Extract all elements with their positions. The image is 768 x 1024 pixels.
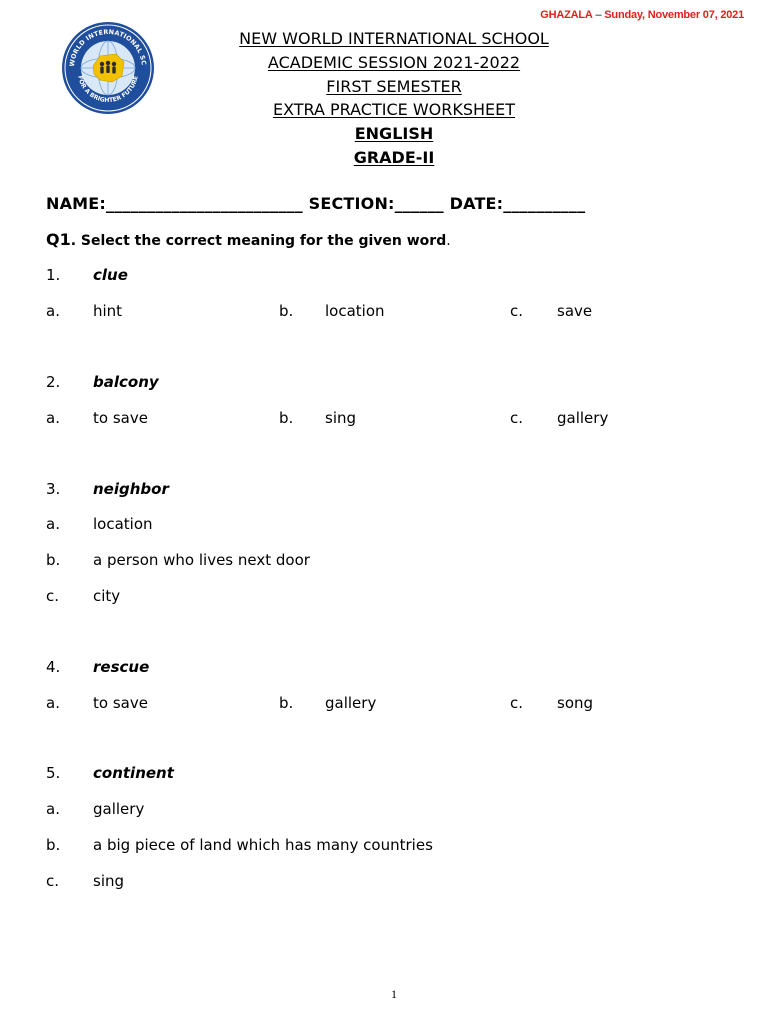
option-letter: c. <box>510 302 524 320</box>
item-word: rescue <box>93 658 150 676</box>
option-text: hint <box>93 302 123 320</box>
option-text: location <box>93 515 153 533</box>
option-letter: a. <box>46 302 60 320</box>
item-number: 1. <box>46 266 61 284</box>
item-number: 4. <box>46 658 61 676</box>
svg-text:NEW WORLD INTERNATIONAL SCHOOL: WORLD INTERNATIONAL SC <box>67 27 148 68</box>
option-text: to save <box>93 694 148 712</box>
school-name: NEW WORLD INTERNATIONAL SCHOOL <box>239 29 549 48</box>
question-end: . <box>446 233 451 249</box>
item-number: 3. <box>46 480 61 498</box>
option-text: location <box>325 302 385 320</box>
option-letter: b. <box>279 409 294 427</box>
subject: ENGLISH <box>354 124 434 143</box>
option-text: song <box>557 694 594 712</box>
stamp-dash: – <box>592 9 605 21</box>
option-letter: b. <box>279 694 294 712</box>
item-number: 2. <box>46 373 61 391</box>
option-text: a person who lives next door <box>93 551 310 569</box>
option-letter: c. <box>510 694 524 712</box>
option-text: gallery <box>93 800 145 818</box>
option-letter: c. <box>46 587 60 605</box>
semester: FIRST SEMESTER <box>326 77 462 96</box>
stamp-date: Sunday, November 07, 2021 <box>604 9 744 21</box>
option-letter: b. <box>279 302 294 320</box>
item-word: continent <box>93 764 174 782</box>
item-number: 5. <box>46 764 61 782</box>
item-word: balcony <box>93 373 159 391</box>
option-text: gallery <box>557 409 609 427</box>
grade: GRADE-II <box>353 148 435 167</box>
question-number: Q1 <box>46 230 71 249</box>
option-text: to save <box>93 409 148 427</box>
svg-text:FOR A BRIGHTER FUTURE: FOR A BRIGHTER FUTURE <box>76 75 140 105</box>
student-info-line: NAME:________________________ SECTION:______ DATE:__________ <box>46 194 586 213</box>
option-text: sing <box>325 409 357 427</box>
option-letter: c. <box>510 409 524 427</box>
option-letter: a. <box>46 409 60 427</box>
worksheet-title: EXTRA PRACTICE WORKSHEET <box>272 100 516 119</box>
question-heading <box>46 230 451 249</box>
question-text: . Select the correct meaning for the given word <box>70 233 447 249</box>
page-number: 1 <box>391 987 397 1001</box>
option-letter: a. <box>46 800 60 818</box>
option-letter: a. <box>46 515 60 533</box>
option-letter: b. <box>46 836 61 854</box>
option-text: a big piece of land which has many countries <box>93 836 433 854</box>
option-letter: a. <box>46 694 60 712</box>
option-letter: c. <box>46 872 60 890</box>
option-text: city <box>93 587 121 605</box>
option-text: sing <box>93 872 125 890</box>
header-stamp <box>540 9 744 21</box>
academic-session: ACADEMIC SESSION 2021-2022 <box>267 53 521 72</box>
item-word: clue <box>93 266 128 284</box>
option-letter: b. <box>46 551 61 569</box>
stamp-name: GHAZALA <box>540 9 593 21</box>
option-text: gallery <box>325 694 377 712</box>
option-text: save <box>557 302 593 320</box>
item-word: neighbor <box>93 480 169 498</box>
